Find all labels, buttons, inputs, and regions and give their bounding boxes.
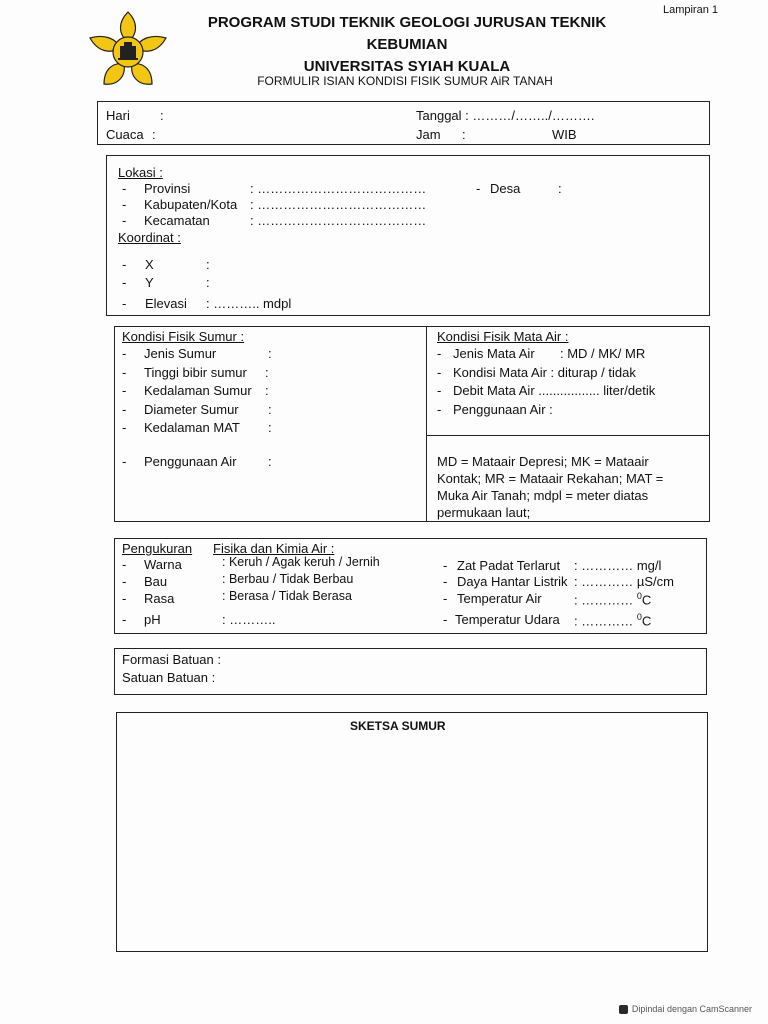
- jenis-mata-air-value: : MD / MK/ MR: [560, 346, 646, 361]
- temperatur-air-value: [574, 591, 651, 607]
- temperatur-udara-dots: : …………: [574, 613, 637, 629]
- header-line2: UNIVERSITAS SYIAH KUALA: [303, 58, 511, 75]
- kondisi-mata-air-field: Kondisi Mata Air : diturap / tidak: [453, 365, 636, 380]
- bullet-dash: -: [122, 591, 127, 606]
- date-weather-box: [97, 101, 710, 145]
- bullet-dash: -: [122, 213, 127, 228]
- kondisi-divider-horizontal: [426, 435, 710, 436]
- bullet-dash: -: [122, 365, 127, 380]
- jenis-sumur-colon: :: [268, 346, 272, 361]
- wib-label: WIB: [552, 127, 577, 142]
- bullet-dash: -: [443, 574, 448, 589]
- lampiran-label: Lampiran 1: [662, 4, 718, 16]
- ph-value: : ………..: [222, 612, 276, 627]
- bullet-dash: -: [443, 612, 448, 627]
- temperatur-air-dots: : …………: [574, 592, 637, 608]
- jenis-mata-air-label: Jenis Mata Air: [453, 346, 535, 361]
- penggunaan-air-sumur-colon: :: [268, 454, 272, 469]
- bullet-dash: -: [122, 275, 127, 290]
- kedalaman-mat-colon: :: [268, 420, 272, 435]
- tinggi-bibir-label: Tinggi bibir sumur: [144, 365, 247, 380]
- header-line1: PROGRAM STUDI TEKNIK GEOLOGI JURUSAN TEKNIK KEBUMIAN: [207, 14, 607, 53]
- cuaca-label: Cuaca: [106, 127, 144, 142]
- legend-line-2: Kontak; MR = Mataair Rekahan; MAT =: [437, 471, 664, 486]
- tinggi-bibir-colon: :: [265, 365, 269, 380]
- bullet-dash: -: [122, 454, 127, 469]
- zat-padat-label: Zat Padat Terlarut: [457, 558, 561, 573]
- university-logo-icon: [86, 8, 170, 88]
- kabupaten-dots: : …………………………………: [250, 197, 427, 212]
- elevasi-label: Elevasi: [145, 296, 187, 311]
- bullet-dash: -: [122, 612, 127, 627]
- temperatur-udara-value: [574, 612, 651, 628]
- zat-padat-value: : ………… mg/l: [574, 558, 662, 573]
- kondisi-sumur-title: Kondisi Fisik Sumur :: [122, 329, 245, 344]
- rasa-value: : Berasa / Tidak Berasa: [222, 589, 352, 603]
- bullet-dash: -: [122, 197, 127, 212]
- bullet-dash: -: [437, 365, 442, 380]
- warna-value: : Keruh / Agak keruh / Jernih: [222, 555, 380, 569]
- jenis-sumur-label: Jenis Sumur: [144, 346, 217, 361]
- form-title: FORMULIR ISIAN KONDISI FISIK SUMUR AiR TANAH: [257, 74, 553, 88]
- y-label: Y: [145, 275, 154, 290]
- penggunaan-air-mata-field: Penggunaan Air :: [453, 402, 553, 417]
- provinsi-label: Provinsi: [144, 181, 191, 196]
- elevasi-value: : ……….. mdpl: [206, 296, 292, 311]
- bullet-dash: -: [476, 181, 481, 196]
- fisika-kimia-title: Fisika dan Kimia Air :: [213, 541, 335, 556]
- temperatur-udara-label: Temperatur Udara: [455, 612, 560, 627]
- degree-sup: 0: [636, 591, 642, 601]
- bullet-dash: -: [122, 257, 127, 272]
- daya-hantar-label: Daya Hantar Listrik: [457, 574, 568, 589]
- penggunaan-air-sumur-label: Penggunaan Air: [144, 454, 237, 469]
- camscanner-icon: [619, 1005, 628, 1014]
- bullet-dash: -: [437, 346, 442, 361]
- hari-label: Hari: [106, 108, 130, 123]
- bullet-dash: -: [437, 402, 442, 417]
- legend-line-1: MD = Mataair Depresi; MK = Mataair: [437, 454, 649, 469]
- bullet-dash: -: [122, 346, 127, 361]
- kedalaman-sumur-label: Kedalaman Sumur: [144, 383, 252, 398]
- bau-value: : Berbau / Tidak Berbau: [222, 572, 354, 586]
- diameter-sumur-colon: :: [268, 402, 272, 417]
- kedalaman-sumur-colon: :: [265, 383, 269, 398]
- debit-mata-air-field: Debit Mata Air ................. liter/detik: [453, 383, 656, 398]
- kondisi-divider-vertical: [426, 326, 427, 522]
- x-label: X: [145, 257, 154, 272]
- formasi-batuan-label: Formasi Batuan :: [122, 652, 221, 667]
- warna-label: Warna: [144, 557, 182, 572]
- celsius-unit: C: [641, 592, 652, 608]
- daya-hantar-value: : ………… µS/cm: [574, 574, 674, 589]
- bullet-dash: -: [443, 558, 448, 573]
- tanggal-field: Tanggal : ………/……../……….: [416, 108, 595, 123]
- lokasi-title: Lokasi :: [118, 165, 163, 180]
- kondisi-mata-air-title: Kondisi Fisik Mata Air :: [437, 329, 569, 344]
- pengukuran-title: Pengukuran: [122, 541, 193, 556]
- bullet-dash: -: [122, 574, 127, 589]
- bullet-dash: -: [122, 383, 127, 398]
- bullet-dash: -: [437, 383, 442, 398]
- bullet-dash: -: [443, 591, 448, 606]
- kecamatan-label: Kecamatan: [144, 213, 210, 228]
- kecamatan-dots: : …………………………………: [250, 213, 427, 228]
- lokasi-box: [106, 155, 710, 316]
- bullet-dash: -: [122, 181, 127, 196]
- celsius-unit: C: [641, 613, 652, 629]
- legend-line-3: Muka Air Tanah; mdpl = meter diatas: [437, 488, 649, 503]
- bullet-dash: -: [122, 420, 127, 435]
- kabupaten-label: Kabupaten/Kota: [144, 197, 238, 212]
- bullet-dash: -: [122, 296, 127, 311]
- bullet-dash: -: [122, 402, 127, 417]
- diameter-sumur-label: Diameter Sumur: [144, 402, 239, 417]
- ph-label: pH: [144, 612, 161, 627]
- satuan-batuan-label: Satuan Batuan :: [122, 670, 216, 685]
- bau-label: Bau: [144, 574, 168, 589]
- hari-colon: :: [160, 108, 164, 123]
- desa-colon: :: [558, 181, 562, 196]
- jam-label: Jam: [416, 127, 441, 142]
- sketsa-title: SKETSA SUMUR: [350, 719, 446, 733]
- temperatur-air-label: Temperatur Air: [457, 591, 542, 606]
- scanner-watermark: [619, 1004, 752, 1014]
- cuaca-colon: :: [152, 127, 156, 142]
- kedalaman-mat-label: Kedalaman MAT: [144, 420, 240, 435]
- provinsi-dots: : …………………………………: [250, 181, 427, 196]
- degree-sup: 0: [636, 612, 642, 622]
- jam-colon: :: [462, 127, 466, 142]
- desa-label: Desa: [490, 181, 521, 196]
- bullet-dash: -: [122, 557, 127, 572]
- scanner-text: Dipindai dengan CamScanner: [631, 1004, 752, 1014]
- legend-line-4: permukaan laut;: [437, 505, 531, 520]
- x-colon: :: [206, 257, 210, 272]
- rasa-label: Rasa: [144, 591, 175, 606]
- koordinat-title: Koordinat :: [118, 230, 181, 245]
- y-colon: :: [206, 275, 210, 290]
- header-title: [172, 12, 642, 78]
- sketsa-box: [116, 712, 708, 952]
